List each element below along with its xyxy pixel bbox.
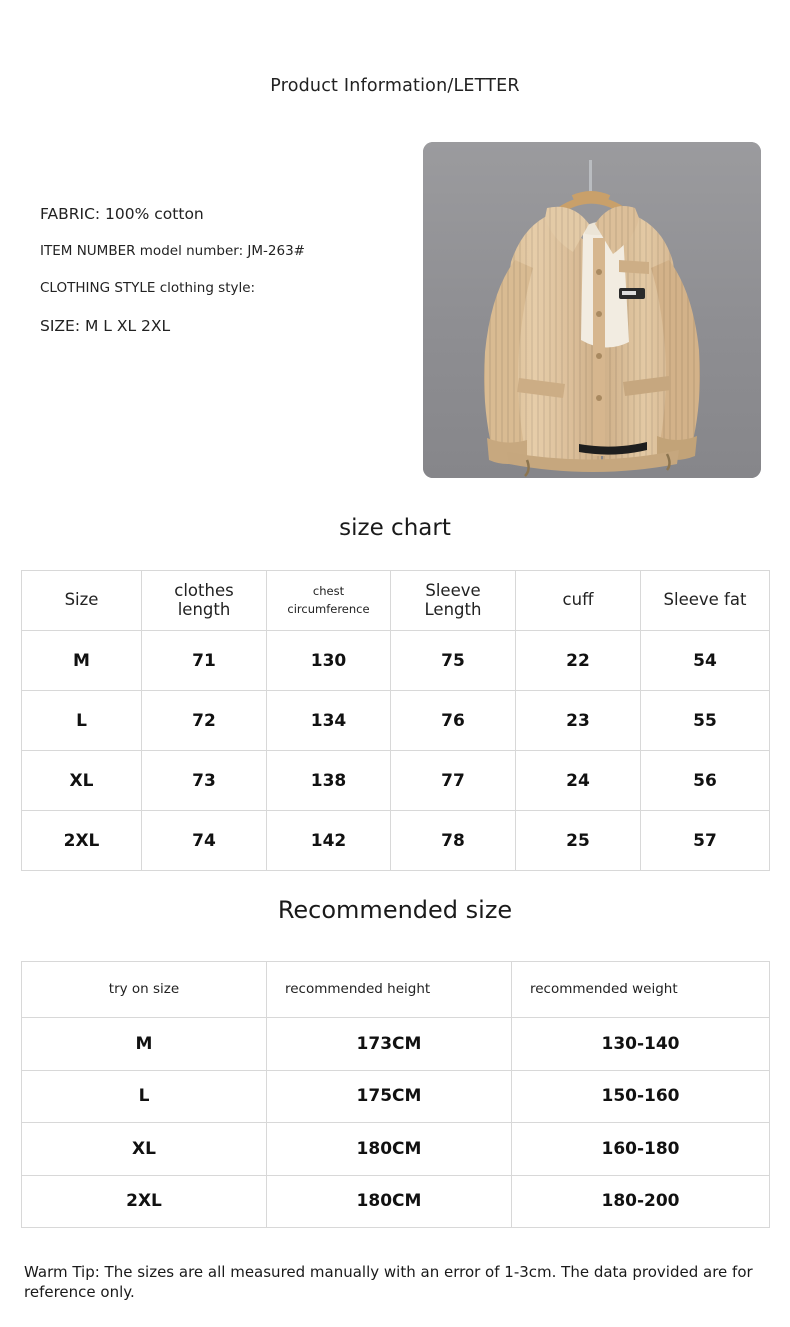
cell-sleeve-fat: 54 bbox=[641, 631, 770, 691]
cell-weight: 180-200 bbox=[512, 1175, 770, 1228]
cell-clothes-length: 72 bbox=[142, 691, 267, 751]
cell-chest: 138 bbox=[267, 751, 391, 811]
cell-cuff: 23 bbox=[516, 691, 641, 751]
cell-weight: 150-160 bbox=[512, 1070, 770, 1123]
info-size: SIZE: M L XL 2XL bbox=[40, 317, 171, 335]
info-item-number: ITEM NUMBER model number: JM-263# bbox=[40, 243, 305, 259]
cell-cuff: 25 bbox=[516, 811, 641, 871]
table-row bbox=[22, 751, 770, 811]
table-header-row bbox=[22, 571, 770, 631]
column-header-cuff: cuff bbox=[516, 571, 641, 631]
product-photo bbox=[423, 142, 761, 478]
table-row bbox=[22, 811, 770, 871]
cell-sleeve-fat: 57 bbox=[641, 811, 770, 871]
cell-chest: 130 bbox=[267, 631, 391, 691]
cell-height: 175CM bbox=[267, 1070, 512, 1123]
cell-weight: 130-140 bbox=[512, 1018, 770, 1071]
cell-size: M bbox=[22, 631, 142, 691]
column-header-sleeve-fat: Sleeve fat bbox=[641, 571, 770, 631]
column-header-size: Size bbox=[22, 571, 142, 631]
cell-cuff: 22 bbox=[516, 631, 641, 691]
cell-sleeve-fat: 55 bbox=[641, 691, 770, 751]
table-row bbox=[22, 1123, 770, 1176]
cell-sleeve-length: 77 bbox=[391, 751, 516, 811]
size-chart-heading: size chart bbox=[339, 515, 451, 541]
table-row bbox=[22, 631, 770, 691]
table-row bbox=[22, 691, 770, 751]
cell-cuff: 24 bbox=[516, 751, 641, 811]
cell-sleeve-length: 78 bbox=[391, 811, 516, 871]
cell-clothes-length: 71 bbox=[142, 631, 267, 691]
cell-height: 180CM bbox=[267, 1175, 512, 1228]
cell-try-on-size: 2XL bbox=[22, 1175, 267, 1228]
table-row bbox=[22, 1175, 770, 1228]
cell-size: XL bbox=[22, 751, 142, 811]
cell-chest: 142 bbox=[267, 811, 391, 871]
column-header-try-on-size: try on size bbox=[22, 962, 267, 1018]
column-header-chest-circumference: chest circumference bbox=[267, 571, 391, 631]
recommended-size-heading: Recommended size bbox=[277, 896, 513, 924]
product-info-block bbox=[40, 205, 400, 335]
cell-size: 2XL bbox=[22, 811, 142, 871]
column-header-sleeve-length: Sleeve Length bbox=[391, 571, 516, 631]
table-row bbox=[22, 1070, 770, 1123]
cell-chest: 134 bbox=[267, 691, 391, 751]
size-chart-table bbox=[21, 570, 770, 871]
cell-sleeve-length: 76 bbox=[391, 691, 516, 751]
cell-weight: 160-180 bbox=[512, 1123, 770, 1176]
cell-height: 173CM bbox=[267, 1018, 512, 1071]
page-title: Product Information/LETTER bbox=[270, 76, 520, 96]
cell-clothes-length: 74 bbox=[142, 811, 267, 871]
column-header-clothes-length: clothes length bbox=[142, 571, 267, 631]
cell-size: L bbox=[22, 691, 142, 751]
recommended-size-table bbox=[21, 961, 770, 1228]
table-header-row bbox=[22, 962, 770, 1018]
cell-try-on-size: L bbox=[22, 1070, 267, 1123]
info-clothing-style: CLOTHING STYLE clothing style: bbox=[40, 280, 256, 296]
cell-sleeve-fat: 56 bbox=[641, 751, 770, 811]
column-header-recommended-height: recommended height bbox=[267, 962, 512, 1018]
column-header-recommended-weight: recommended weight bbox=[512, 962, 770, 1018]
info-fabric: FABRIC: 100% cotton bbox=[40, 205, 204, 223]
cell-clothes-length: 73 bbox=[142, 751, 267, 811]
cell-sleeve-length: 75 bbox=[391, 631, 516, 691]
table-row bbox=[22, 1018, 770, 1071]
cell-height: 180CM bbox=[267, 1123, 512, 1176]
cell-try-on-size: XL bbox=[22, 1123, 267, 1176]
cell-try-on-size: M bbox=[22, 1018, 267, 1071]
warm-tip-text: Warm Tip: The sizes are all measured manually with an error of 1-3cm. The data provided are for reference only. bbox=[24, 1263, 753, 1302]
